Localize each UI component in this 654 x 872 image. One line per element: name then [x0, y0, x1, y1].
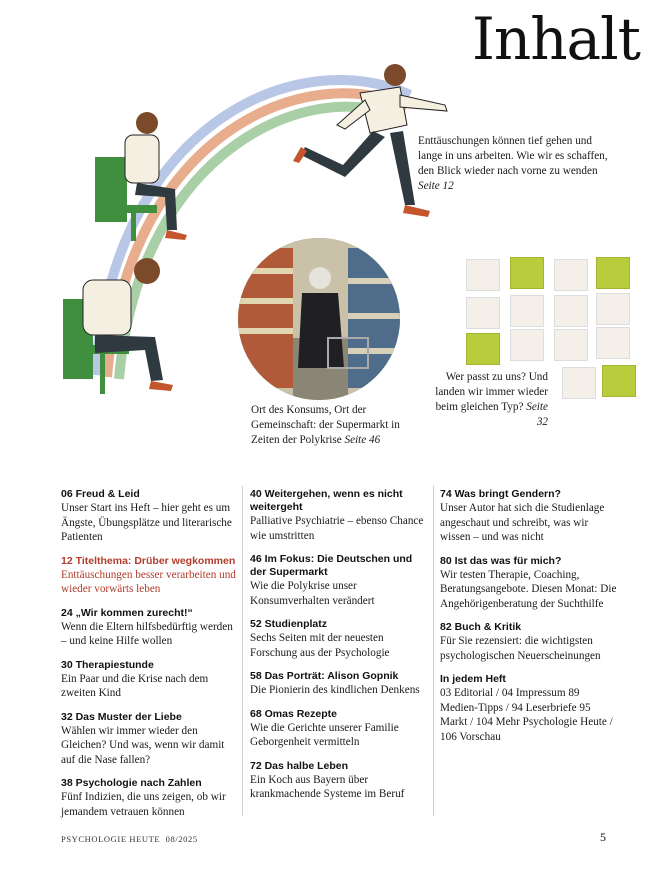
- toc-entry-body: Wie die Polykrise unser Konsumverhalten verändert: [250, 580, 375, 607]
- toc-entry-heading: 68 Omas Rezepte: [250, 707, 337, 720]
- green-tile: [466, 333, 500, 365]
- toc-entry[interactable]: [250, 553, 430, 608]
- page-number: 5: [600, 830, 606, 844]
- faces-caption: [430, 370, 548, 430]
- toc-entry-heading: 32 Das Muster der Liebe: [61, 710, 182, 723]
- toc-entry-heading: 12 Titelthema: Drüber wegkommen: [61, 554, 236, 567]
- toc-entry-body: Die Pionierin des kindlichen Denkens: [250, 684, 420, 696]
- toc-entry-body: Fünf Indizien, die uns zeigen, ob wir jemandem vetrauen können: [61, 791, 226, 818]
- face-tile: [466, 259, 500, 291]
- toc-entry-body: Palliative Psychiatrie – ebenso Chance wie umstritten: [250, 515, 424, 542]
- toc-entry[interactable]: [61, 777, 236, 819]
- toc-entry[interactable]: [440, 621, 620, 663]
- toc-entry[interactable]: [61, 607, 236, 649]
- toc-entry-body: Unser Autor hat sich die Studienlage angeschaut und schreibt, was wir wissen – und was nicht: [440, 502, 605, 543]
- toc-entry-body: Unser Start ins Heft – hier geht es um Ängste, Übungsplätze und literarische Patienten: [61, 502, 232, 543]
- toc-entry-body: Für Sie rezensiert: die wichtigsten psychologischen Neuerscheinungen: [440, 635, 601, 662]
- toc-entry-body: Wenn die Eltern hilfsbedürftig werden – und keine Hilfe wollen: [61, 620, 233, 647]
- face-tile: [596, 327, 630, 359]
- face-tile: [510, 295, 544, 327]
- toc-entry-heading: 46 Im Fokus: Die Deutschen und der Supermarkt: [250, 553, 413, 578]
- footer-publication: [61, 834, 198, 844]
- toc-entry-body: 03 Editorial / 04 Impressum 89 Medien-Tipps / 94 Leserbriefe 95 Markt / 104 Mehr Psychologie Heute / 106 Vorschau: [440, 687, 613, 743]
- toc-entry[interactable]: [250, 618, 430, 660]
- faces-caption-page: Seite 32: [526, 401, 548, 428]
- toc-entry-heading: 80 Ist das was für mich?: [440, 554, 562, 567]
- supermarket-caption: [251, 403, 431, 448]
- toc-entry-cover-story[interactable]: [61, 555, 236, 597]
- sitting-thinking-figure: [95, 112, 187, 241]
- toc-entry[interactable]: [250, 708, 430, 750]
- face-tile: [554, 329, 588, 361]
- toc-entry[interactable]: [61, 488, 236, 545]
- toc-entry-heading: 52 Studienplatz: [250, 618, 328, 630]
- toc-entry-body: Wählen wir immer wieder den Gleichen? Und was, wenn wir damit auf die Nase fallen?: [61, 724, 225, 766]
- toc-entry[interactable]: [61, 659, 236, 701]
- toc-entry-heading: 72 Das halbe Leben: [250, 759, 349, 772]
- green-tile: [510, 257, 544, 289]
- toc-entry-heading: 58 Das Porträt: Alison Gopnik: [250, 670, 399, 682]
- toc-entry[interactable]: [440, 488, 620, 545]
- toc-entry[interactable]: [61, 711, 236, 768]
- toc-entry-body: Enttäuschungen besser verarbeiten und wieder vorwärts leben: [61, 568, 236, 595]
- toc-entry[interactable]: [250, 760, 430, 802]
- toc-entry-body: Wir testen Therapie, Coaching, Beratungsangebote. Diesen Monat: Die Angehörigenberatung der Suchthilfe: [440, 568, 617, 610]
- toc-entry-body: Sechs Seiten mit der neuesten Forschung aus der Psychologie: [250, 632, 390, 659]
- toc-entry-body: Ein Paar und die Krise nach dem zweiten Kind: [61, 672, 209, 699]
- supermarket-photo: [238, 238, 400, 400]
- supermarket-caption-page: Seite 46: [344, 434, 381, 446]
- toc-entry-body: Wie die Gerichte unserer Familie Geborgenheit vermitteln: [250, 721, 399, 748]
- toc-entry-heading: In jedem Heft: [440, 673, 506, 685]
- toc-column-3: [440, 488, 620, 754]
- supermarket-caption-text: Ort des Konsums, Ort der Gemeinschaft: der Supermarkt in Zeiten der Polykrise: [251, 404, 400, 446]
- toc-entry-heading: 06 Freud & Leid: [61, 488, 140, 500]
- page-title: Inhalt: [471, 5, 640, 73]
- faces-caption-text: Wer passt zu uns? Und landen wir immer wieder beim gleichen Typ?: [435, 371, 548, 413]
- runner-caption: [418, 134, 618, 194]
- green-tile: [602, 365, 636, 397]
- column-divider: [433, 486, 434, 816]
- face-tile: [596, 293, 630, 325]
- publication-name: PSYCHOLOGIE HEUTE: [61, 834, 161, 844]
- toc-entry[interactable]: [440, 555, 620, 612]
- face-tile: [466, 297, 500, 329]
- toc-entry[interactable]: [250, 670, 430, 698]
- toc-column-2: [250, 488, 430, 812]
- toc-entry[interactable]: [250, 488, 430, 543]
- green-tile: [596, 257, 630, 289]
- face-tile: [510, 329, 544, 361]
- column-divider: [242, 486, 243, 816]
- toc-entry-heading: 38 Psychologie nach Zahlen: [61, 777, 202, 789]
- toc-entry-heading: 82 Buch & Kritik: [440, 621, 522, 633]
- toc-entry-heading: 40 Weitergehen, wenn es nicht weitergeht: [250, 488, 403, 513]
- runner-caption-page: Seite 12: [418, 180, 454, 192]
- issue-number: 08/2025: [165, 834, 198, 844]
- runner-caption-text: Enttäuschungen können tief gehen und lange in uns arbeiten. Wie wir es schaffen, den Blick wieder nach vorne zu wenden: [418, 135, 608, 177]
- toc-entry-body: Ein Koch aus Bayern über krankmachende Systeme im Beruf: [250, 773, 405, 800]
- toc-entry-heading: 30 Therapiestunde: [61, 658, 154, 671]
- face-tile: [562, 367, 596, 399]
- toc-column-1: [61, 488, 236, 829]
- toc-entry-heading: 74 Was bringt Gendern?: [440, 488, 561, 500]
- supermarket-scene: [238, 238, 400, 400]
- face-tile: [554, 295, 588, 327]
- toc-entry-regulars[interactable]: [440, 673, 620, 744]
- face-tile: [554, 259, 588, 291]
- toc-entry-heading: 24 „Wir kommen zurecht!“: [61, 606, 193, 619]
